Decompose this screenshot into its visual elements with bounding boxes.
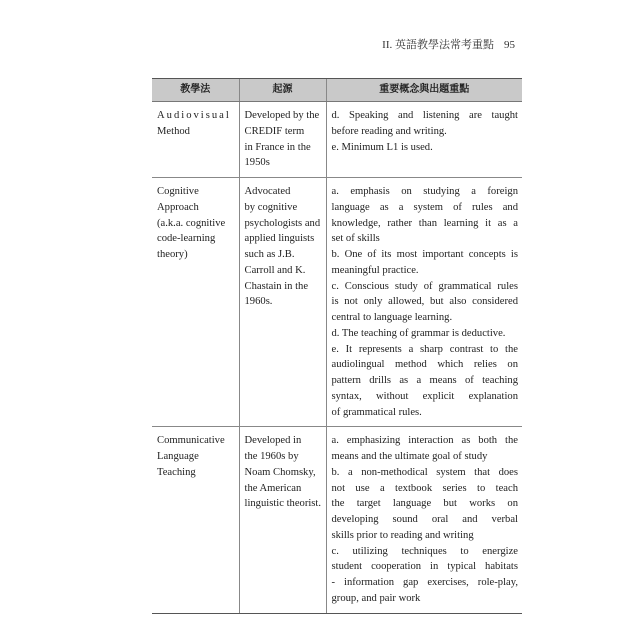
- key-point-line: knowledge, rather than learning it as a: [331, 217, 518, 229]
- key-point-line: meaningful practice.: [331, 264, 419, 276]
- key-point-line: developing sound oral and verbal: [331, 514, 518, 525]
- key-point-line: a. emphasizing interaction as both the: [331, 435, 518, 447]
- origin-cell-line: CREDIF term: [244, 125, 305, 137]
- column-header-origin: 起源: [239, 79, 326, 102]
- key-point-line: e. Minimum L1 is used.: [331, 141, 433, 153]
- table-body: [152, 102, 522, 614]
- key-point-line: student cooperation in typical habitats: [331, 561, 518, 573]
- key-point-line: syntax, without explicit explanation: [331, 390, 518, 402]
- method-name-cell-line: Audiovisual: [157, 110, 231, 121]
- key-point-line: skills prior to reading and writing: [331, 529, 474, 541]
- origin-cell-line: Developed by the: [244, 110, 320, 121]
- running-head: [0, 36, 515, 52]
- key-point-line: set of skills: [331, 233, 380, 245]
- origin-cell-line: the American: [244, 482, 302, 494]
- key-point-item: [332, 433, 519, 465]
- key-points-cell: [326, 178, 522, 427]
- key-point-line: of grammatical rules.: [331, 406, 422, 418]
- key-point-item: [332, 184, 519, 247]
- key-point-line: c. Conscious study of grammatical rules: [331, 280, 518, 292]
- method-name-cell-line: (a.k.a. cognitive: [157, 217, 226, 229]
- method-name-cell-line: Teaching: [157, 466, 196, 478]
- key-point-line: not use a textbook series to teach: [331, 482, 518, 494]
- table-row-audiovisual-method: [152, 102, 522, 178]
- key-points-cell: [326, 427, 522, 613]
- origin-cell-line: Chastain in the: [244, 280, 309, 292]
- key-point-line: means and the ultimate goal of study: [331, 451, 488, 462]
- origin-cell-line: Noam Chomsky,: [244, 466, 316, 478]
- key-point-line: d. Speaking and listening are taught: [331, 110, 518, 121]
- key-point-line: d. The teaching of grammar is deductive.: [331, 327, 506, 339]
- key-point-item: [332, 140, 519, 156]
- method-name-cell: [152, 102, 239, 178]
- key-point-line: is not only allowed, but also considered: [331, 296, 518, 308]
- origin-cell-line: 1950s: [244, 157, 270, 169]
- method-name-cell-line: theory): [157, 249, 188, 260]
- key-point-line: central to language learning.: [331, 312, 453, 323]
- origin-cell-line: applied linguists: [244, 233, 315, 245]
- method-name-cell-line: Communicative: [157, 435, 225, 447]
- origin-cell-line: the 1960s by: [244, 451, 299, 462]
- method-name-cell-line: Method: [157, 125, 190, 137]
- key-point-line: language as a system of rules and: [331, 201, 518, 213]
- origin-cell-line: Carroll and K.: [244, 264, 306, 276]
- key-point-line: b. One of its most important concepts is: [331, 249, 518, 260]
- key-point-item: [332, 326, 519, 342]
- key-point-line: audiolingual method which relies on: [331, 359, 518, 371]
- key-point-item: [332, 108, 519, 140]
- origin-cell: [239, 102, 326, 178]
- origin-cell-line: Developed in: [244, 435, 302, 447]
- key-point-line: e. It represents a sharp contrast to the: [331, 343, 518, 355]
- origin-cell-line: 1960s.: [244, 296, 273, 308]
- key-point-line: group, and pair work: [331, 592, 421, 604]
- table-row-cognitive-approach: [152, 178, 522, 427]
- table-header-row: [152, 79, 522, 102]
- key-point-item: [332, 247, 519, 279]
- key-point-item: [332, 342, 519, 421]
- origin-cell-line: psychologists and: [244, 217, 321, 229]
- method-name-cell-line: Language: [157, 451, 199, 462]
- key-point-line: before reading and writing.: [331, 125, 447, 137]
- key-point-line: - information gap exercises, role-play,: [331, 577, 518, 588]
- chapter-title: II. 英語教學法常考重點: [382, 39, 494, 51]
- method-name-cell-line: code-learning: [157, 233, 216, 245]
- key-point-line: b. a non-methodical system that does: [331, 466, 518, 478]
- method-name-cell: [152, 427, 239, 613]
- key-points-cell: [326, 102, 522, 178]
- key-point-line: pattern drills as a means of teaching: [331, 375, 518, 386]
- key-point-line: a. emphasis on studying a foreign: [331, 186, 518, 197]
- table-row-communicative-language-teaching: [152, 427, 522, 613]
- teaching-methods-table: [152, 78, 522, 614]
- origin-cell-line: by cognitive: [244, 201, 298, 213]
- key-point-item: [332, 279, 519, 326]
- origin-cell-line: in France in the: [244, 141, 311, 153]
- method-name-cell-line: Approach: [157, 201, 199, 213]
- column-header-key-points: 重要概念與出題重點: [326, 79, 522, 102]
- key-point-item: [332, 544, 519, 607]
- method-name-cell-line: Cognitive: [157, 186, 199, 197]
- origin-cell: [239, 427, 326, 613]
- origin-cell-line: Advocated: [244, 186, 291, 197]
- column-header-method: 教學法: [152, 79, 239, 102]
- key-point-line: c. utilizing techniques to energize: [331, 545, 518, 557]
- origin-cell-line: linguistic theorist.: [244, 498, 322, 510]
- key-point-line: the target language but works on: [331, 498, 518, 510]
- origin-cell-line: such as J.B.: [244, 249, 295, 260]
- origin-cell: [239, 178, 326, 427]
- method-name-cell: [152, 178, 239, 427]
- page-number: 95: [504, 39, 515, 51]
- key-point-item: [332, 465, 519, 544]
